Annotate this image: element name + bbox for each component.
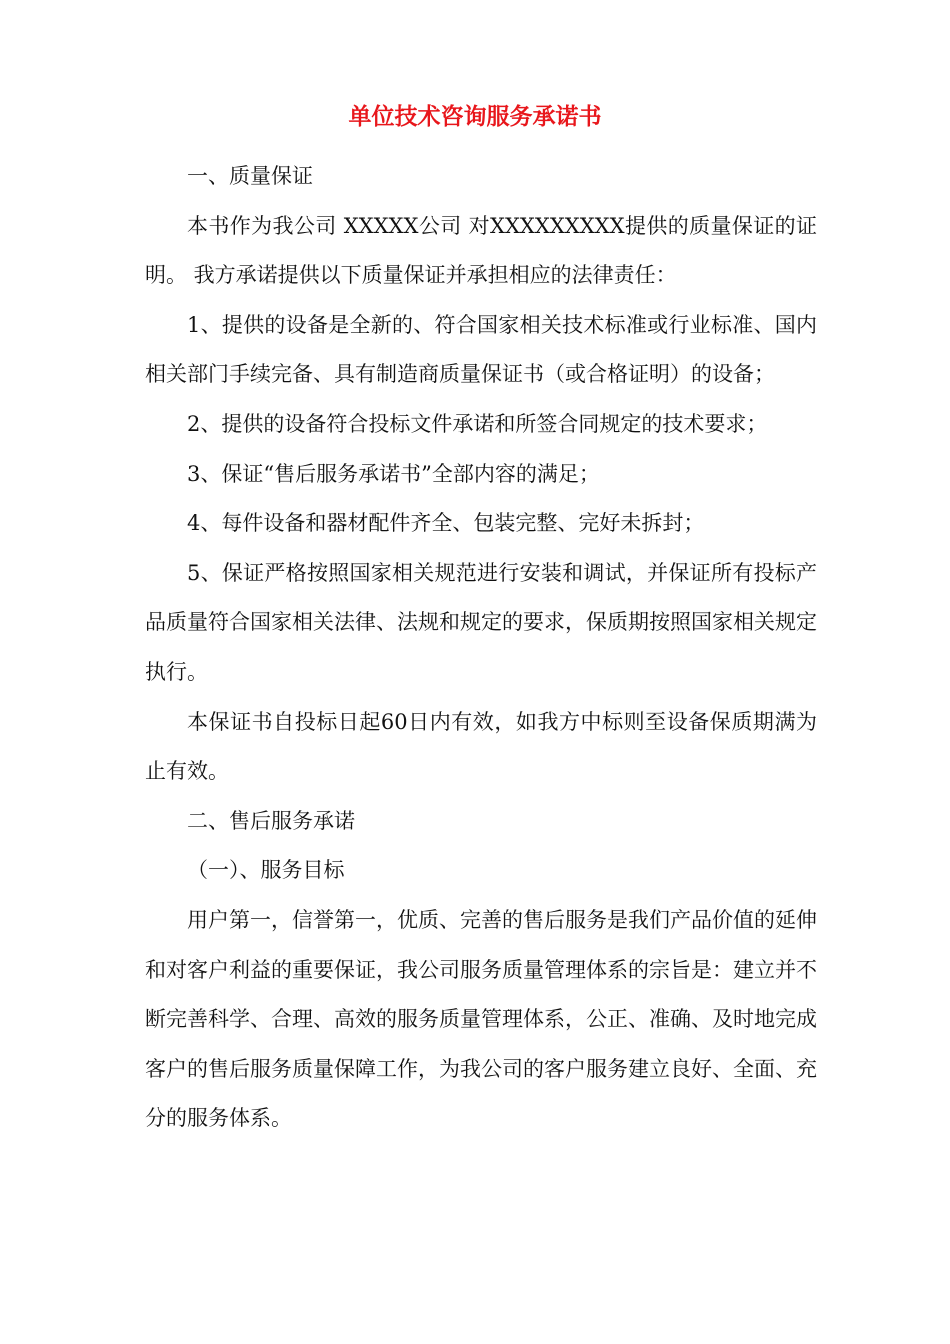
paragraph-guarantee-intro: 本书作为我公司 XXXXX公司 对XXXXXXXXX提供的质量保证的证明。 我方承诺提供以下质量保证并承担相应的法律责任： xyxy=(145,213,817,288)
subsection-heading-service-goal: （一）、服务目标 xyxy=(187,858,345,883)
document-body xyxy=(145,152,817,1144)
paragraph-item-5: 5、保证严格按照国家相关规范进行安装和调试，并保证所有投标产品质量符合国家相关法律、法规和规定的要求，保质期按照国家相关规定执行。 xyxy=(145,560,817,684)
paragraph-service-goal: 用户第一，信誉第一，优质、完善的售后服务是我们产品价值的延伸和对客户利益的重要保证，我公司服务质量管理体系的宗旨是：建立并不断完善科学、合理、高效的服务质量管理体系，公正、准确、及时地完成客户的售后服务质量保障工作，为我公司的客户服务建立良好、全面、充分的服务体系。 xyxy=(145,907,817,1131)
paragraph-item-4: 4、每件设备和器材配件齐全、包装完整、完好未拆封； xyxy=(187,511,705,536)
paragraph-item-2: 2、提供的设备符合投标文件承诺和所签合同规定的技术要求； xyxy=(187,411,768,436)
section-heading-after-sales: 二、售后服务承诺 xyxy=(187,808,355,833)
paragraph-item-3: 3、保证“售后服务承诺书”全部内容的满足； xyxy=(187,461,600,486)
paragraph-validity: 本保证书自投标日起60日内有效，如我方中标则至设备保质期满为止有效。 xyxy=(145,709,817,784)
document-title: 单位技术咨询服务承诺书 xyxy=(348,104,602,130)
paragraph-item-1: 1、提供的设备是全新的、符合国家相关技术标准或行业标准、国内相关部门手续完备、具有制造商质量保证书（或合格证明）的设备； xyxy=(145,312,817,387)
section-heading-quality-guarantee: 一、质量保证 xyxy=(187,164,313,188)
